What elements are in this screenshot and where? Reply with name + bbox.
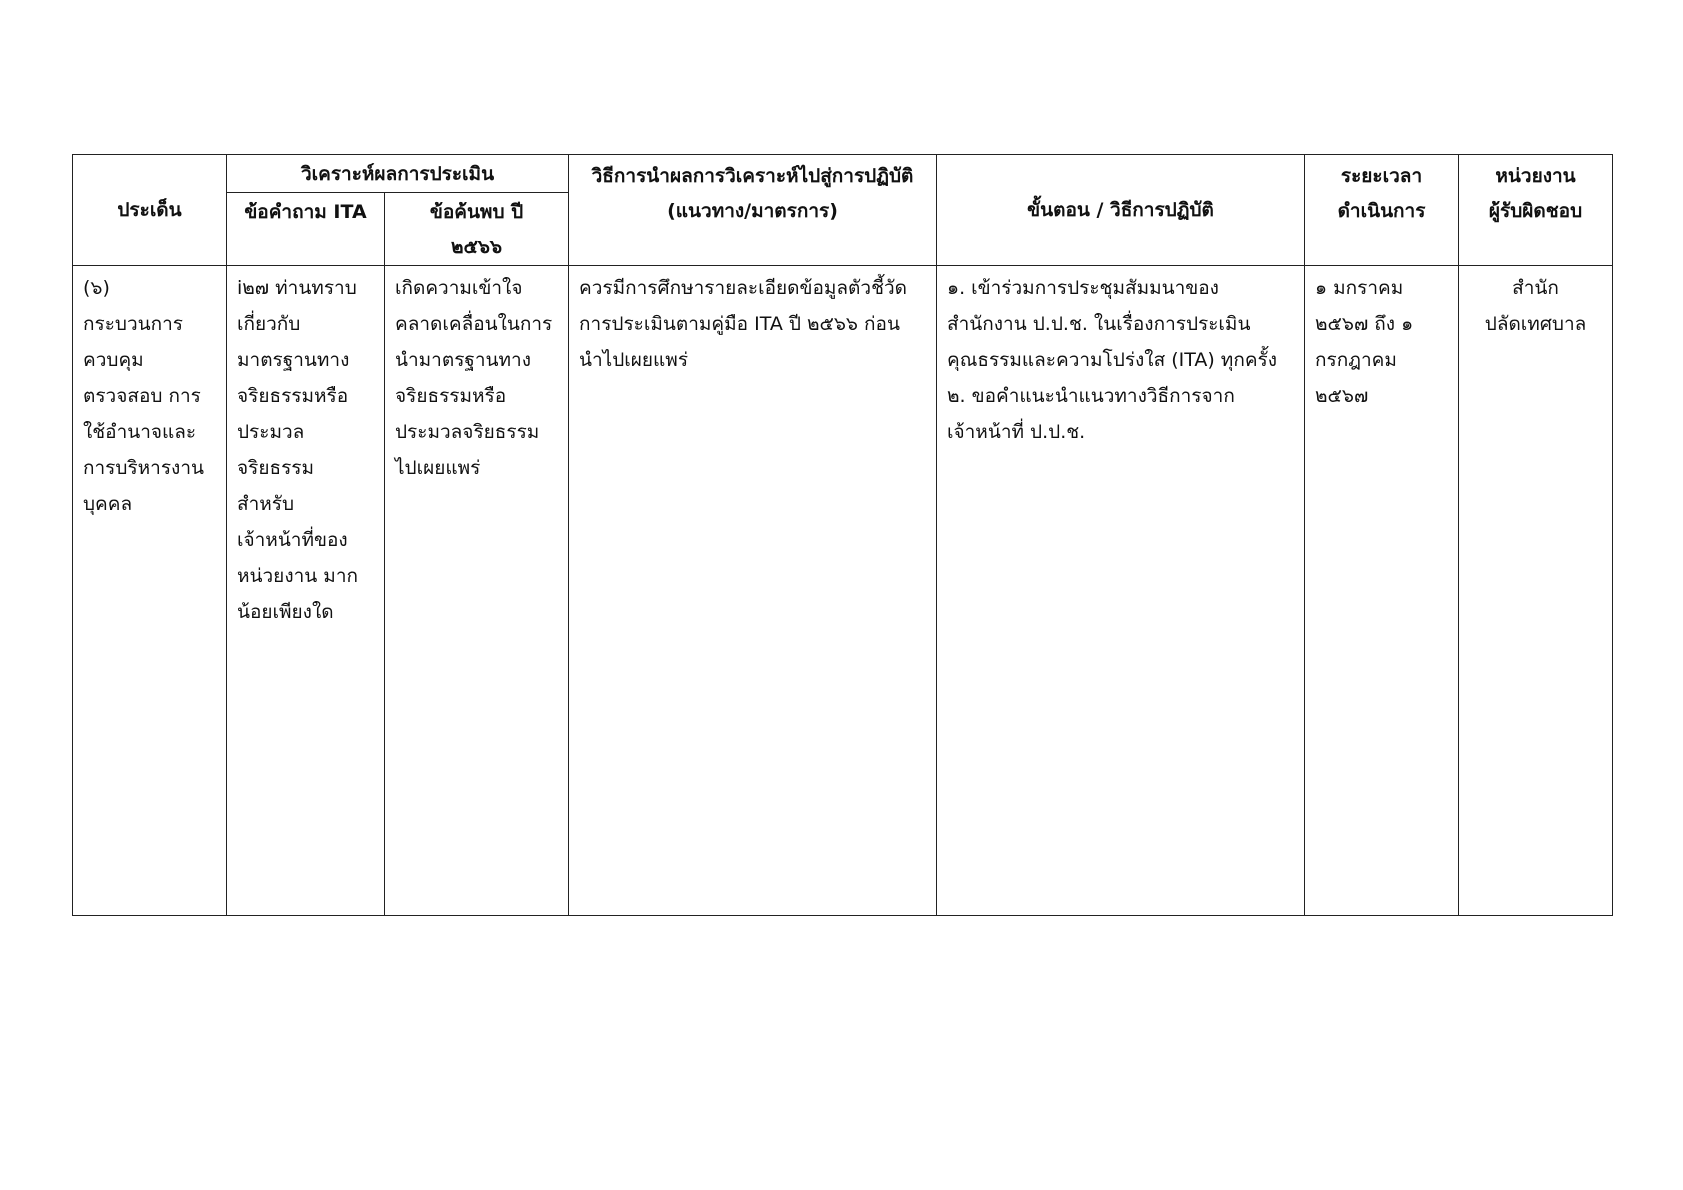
cell-procedure: ๑. เข้าร่วมการประชุมสัมมนาของ สำนักงาน ป.ป.ช. ในเรื่องการประเมิน คุณธรรมและความโปร่งใส (ITA) ทุกครั้ง ๒. ขอคำแนะนำแนวทางวิธีการจาก เจ้าหน้าที่ ป.ป.ช. xyxy=(937,266,1305,916)
header-responsible xyxy=(1459,155,1613,266)
action-plan-table xyxy=(72,154,1613,916)
cell-issue: (๖) กระบวนการ ควบคุม ตรวจสอบ การ ใช้อำนาจและ การบริหารงาน บุคคล xyxy=(73,266,227,916)
header-duration xyxy=(1305,155,1459,266)
header-responsible-line1: หน่วยงาน xyxy=(1495,165,1576,187)
cell-findings: เกิดความเข้าใจ คลาดเคลื่อนในการ นำมาตรฐานทาง จริยธรรมหรือ ประมวลจริยธรรม ไปเผยแพร่ xyxy=(385,266,569,916)
header-findings xyxy=(385,193,569,266)
header-duration-line1: ระยะเวลา xyxy=(1340,165,1423,187)
header-application-line2: (แนวทาง/มาตรการ) xyxy=(667,200,838,222)
header-findings-line1: ข้อค้นพบ ปี xyxy=(429,201,524,223)
cell-ita-question: i๒๗ ท่านทราบ เกี่ยวกับ มาตรฐานทาง จริยธรรมหรือ ประมวล จริยธรรม สำหรับ เจ้าหน้าที่ของ หน่วยงาน มาก น้อยเพียงใด xyxy=(227,266,385,916)
cell-responsible: สำนัก ปลัดเทศบาล xyxy=(1459,266,1613,916)
header-application xyxy=(569,155,937,266)
header-procedure: ขั้นตอน / วิธีการปฏิบัติ xyxy=(937,155,1305,266)
table-row xyxy=(73,266,1613,916)
header-analysis-group: วิเคราะห์ผลการประเมิน xyxy=(227,155,569,193)
table-header xyxy=(73,155,1613,266)
header-ita-question: ข้อคำถาม ITA xyxy=(227,193,385,266)
cell-application: ควรมีการศึกษารายละเอียดข้อมูลตัวชี้วัด การประเมินตามคู่มือ ITA ปี ๒๕๖๖ ก่อน นำไปเผยแพร่ xyxy=(569,266,937,916)
header-issue: ประเด็น xyxy=(73,155,227,266)
cell-duration: ๑ มกราคม ๒๕๖๗ ถึง ๑ กรกฎาคม ๒๕๖๗ xyxy=(1305,266,1459,916)
header-findings-line2: ๒๕๖๖ xyxy=(450,236,503,258)
header-responsible-line2: ผู้รับผิดชอบ xyxy=(1488,200,1583,222)
header-duration-line2: ดำเนินการ xyxy=(1337,200,1426,222)
header-application-line1: วิธีการนำผลการวิเคราะห์ไปสู่การปฏิบัติ xyxy=(591,165,914,187)
